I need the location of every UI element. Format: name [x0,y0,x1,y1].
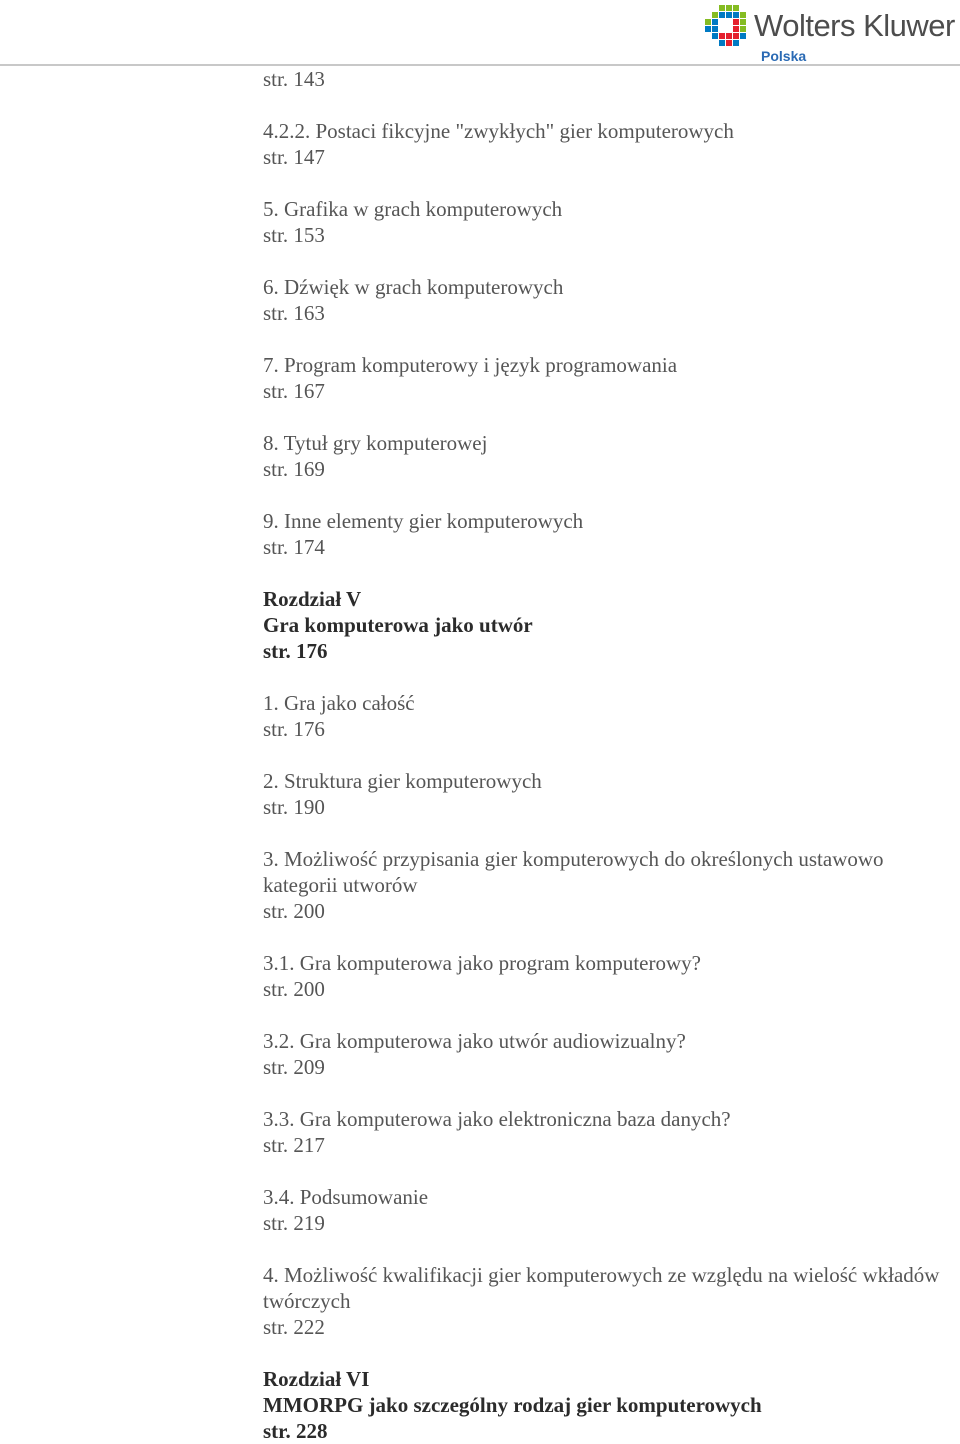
table-of-contents [263,66,943,1444]
entry-title: 2. Struktura gier komputerowych [263,769,542,793]
toc-entry [263,768,943,820]
page-reference: str. 219 [263,1211,325,1235]
brand-sub: Polska [761,48,807,64]
brand-name: Wolters Kluwer [754,8,955,43]
page-reference: str. 200 [263,977,325,1001]
toc-entry [263,690,943,742]
entry-title: 3.1. Gra komputerowa jako program komputerowy? [263,951,701,975]
page-reference: str. 200 [263,899,325,923]
toc-entry [263,846,943,924]
entry-title: 8. Tytuł gry komputerowej [263,431,488,455]
brand-logo [704,4,960,64]
toc-entry [263,274,943,326]
toc-chapter [263,1366,943,1444]
toc-entry [263,196,943,248]
toc-entry [263,1262,943,1340]
page-reference: str. 147 [263,145,325,169]
page-reference: str. 222 [263,1315,325,1339]
entry-title: 1. Gra jako całość [263,691,415,715]
page-reference: str. 169 [263,457,325,481]
wolters-kluwer-logo-icon [704,4,748,48]
page-reference: str. 167 [263,379,325,403]
page-reference: str. 174 [263,535,325,559]
page-reference: str. 190 [263,795,325,819]
toc-entry [263,118,943,170]
page-reference: str. 176 [263,717,325,741]
toc-entry [263,352,943,404]
toc-chapter [263,586,943,664]
entry-title: 7. Program komputerowy i język programowania [263,353,678,377]
toc-entry [263,1028,943,1080]
entry-title: 3.2. Gra komputerowa jako utwór audiowizualny? [263,1029,686,1053]
chapter-label: Rozdział V [263,587,362,611]
chapter-title: MMORPG jako szczególny rodzaj gier komputerowych [263,1393,762,1417]
page-reference: str. 217 [263,1133,325,1157]
entry-title: 4.2.2. Postaci fikcyjne "zwykłych" gier komputerowych [263,119,734,143]
chapter-label: Rozdział VI [263,1367,370,1391]
entry-title: 3.4. Podsumowanie [263,1185,429,1209]
toc-entry [263,508,943,560]
toc-entry [263,430,943,482]
page-reference: str. 163 [263,301,325,325]
page-reference: str. 176 [263,639,328,663]
chapter-title: Gra komputerowa jako utwór [263,613,533,637]
entry-title: 3. Możliwość przypisania gier komputerowych do określonych ustawowo kategorii utworów [263,847,884,897]
page-reference: str. 228 [263,1419,328,1443]
toc-entry [263,1106,943,1158]
toc-entry [263,950,943,1002]
toc-entry [263,66,943,92]
toc-entry [263,1184,943,1236]
entry-title: 5. Grafika w grach komputerowych [263,197,563,221]
entry-title: 3.3. Gra komputerowa jako elektroniczna baza danych? [263,1107,731,1131]
entry-title: 4. Możliwość kwalifikacji gier komputerowych ze względu na wielość wkładów twórczych [263,1263,940,1313]
page-reference: str. 153 [263,223,325,247]
entry-title: 9. Inne elementy gier komputerowych [263,509,584,533]
page-reference: str. 143 [263,67,325,91]
page-reference: str. 209 [263,1055,325,1079]
entry-title: 6. Dźwięk w grach komputerowych [263,275,564,299]
